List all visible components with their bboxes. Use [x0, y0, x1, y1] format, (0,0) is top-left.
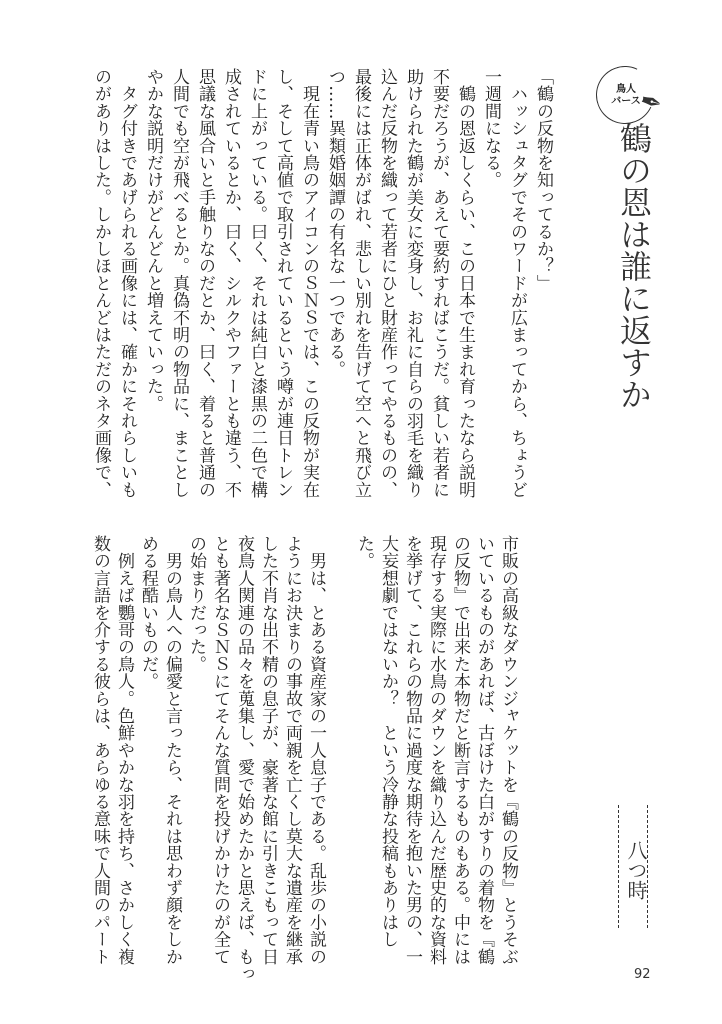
text-line: 現在青い鳥のアイコンのＳＮＳでは、この反物が実在: [299, 68, 319, 498]
text-line: とも著名なＳＮＳにてそんな質問を投げかけたのが全て: [210, 535, 230, 965]
story-title: 鶴の恩は誰に返すか: [615, 122, 653, 410]
quill-pen-icon: ✒: [636, 85, 666, 121]
text-line: した不肖な出不精の息子が、豪著な館に引きこもって日: [258, 535, 278, 965]
text-line: を挙げて、これらの物品に過度な期待を抱いた男の、一: [402, 535, 422, 965]
text-line: 不要だろうが、あえて要約すればこうだ。貧しい若者に: [429, 68, 449, 498]
text-line: 「鶴の反物を知ってるか？」: [533, 68, 553, 292]
text-line: いているものがあれば、古ぼけた白がすりの着物を『鶴: [474, 535, 494, 965]
badge-line-2: バース: [611, 96, 641, 107]
text-line: のがありはした。しかしほとんどはただのネタ画像で、: [91, 68, 111, 498]
text-line: 夜鳥人関連の品々を蒐集し、愛で始めたかと思えば、もっ: [234, 535, 254, 983]
text-line: める程酷いものだ。: [138, 535, 158, 690]
text-line: 数の言語を介する彼らは、あらゆる意味で人間のパート: [90, 535, 110, 965]
text-line: 大妄想劇ではないか？ という冷静な投稿もありはし: [378, 535, 398, 948]
text-line: の反物』で出来た本物だと断言するものもある。中には: [450, 535, 470, 965]
text-line: た。: [354, 535, 374, 570]
text-line: 例えば鸚哥の鳥人。色鮮やかな羽を持ち、さかしく複: [114, 535, 134, 965]
text-line: 現存する実際に水鳥のダウンを織り込んだ歴史的な資料: [426, 535, 446, 965]
body-text-upper: [88, 68, 556, 513]
author-name: 八つ時: [624, 840, 648, 900]
text-line: ドに上がっている。曰く、それは純白と漆黒の二色で構: [247, 68, 267, 498]
text-line: の始まりだった。: [186, 535, 206, 673]
text-line: 一週間になる。: [481, 68, 501, 189]
text-line: 鶴の恩返しくらい、この日本で生まれ育ったなら説明: [455, 68, 475, 498]
badge-line-1: 鳥人: [616, 84, 636, 95]
text-line: やかな説明だけがどんどんと増えていった。: [143, 68, 163, 412]
text-line: 成されているとか、曰く、シルクやファーとも違う、不: [221, 68, 241, 498]
page-number: 92: [634, 967, 651, 982]
text-line: 市販の高級なダウンジャケットを『鶴の反物』とうそぶ: [498, 535, 518, 965]
text-line: タグ付きであげられる画像には、確かにそれらしいも: [117, 68, 137, 498]
text-line: し、そして高値で取引されているという噂が連日トレン: [273, 68, 293, 498]
text-line: 助けられた鶴が美女に変身し、お礼に自らの羽毛を織り: [403, 68, 423, 498]
text-line: ハッシュタグでそのワードが広まってから、ちょうど: [507, 68, 527, 498]
text-line: 込んだ反物を織って若者にひと財産作ってやるものの、: [377, 68, 397, 498]
body-text-lower: [88, 535, 520, 983]
text-line: ようにお決まりの事故で両親を亡くし莫大な遺産を継承: [282, 535, 302, 965]
text-line: 思議な風合いと手触りなのだとか、曰く、着ると普通の: [195, 68, 215, 498]
text-line: 男は、とある資産家の一人息子である。乱歩の小説の: [306, 535, 326, 965]
text-line: 人間でも空が飛べるとか。真偽不明の物品に、まことし: [169, 68, 189, 498]
text-line: [328, 535, 352, 975]
text-line: 男の鳥人への偏愛と言ったら、それは思わず顔をしか: [162, 535, 182, 965]
text-line: つ……異類婚姻譚の有名な一つである。: [325, 68, 345, 378]
text-line: 最後には正体がばれ、悲しい別れを告げて空へと飛び立: [351, 68, 371, 498]
